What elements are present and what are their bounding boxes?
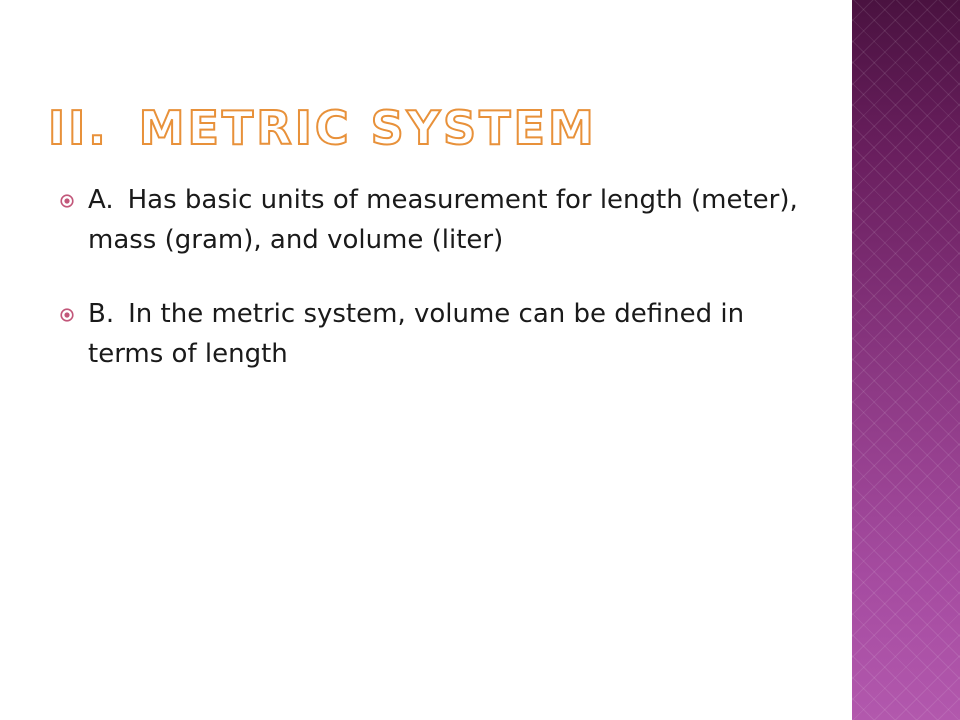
title-number: II. [48,101,109,155]
circled-dot-icon [60,308,74,322]
bullet-label-a: A. [88,185,114,215]
slide-title [48,100,597,156]
bullet-list [60,180,800,408]
circled-dot-icon [60,194,74,208]
bullet-body-b: In the metric system, volume can be defined in terms of length [88,299,745,369]
title-text: METRIC SYSTEM [138,101,597,155]
bullet-item-a [60,180,800,260]
bullet-body-a: Has basic units of measurement for length (meter), mass (gram), and volume (liter) [88,185,798,255]
decorative-side-panel [852,0,960,720]
bullet-item-b [60,294,800,374]
bullet-label-b: B. [88,299,115,329]
bullet-text-b [88,299,744,369]
bullet-text-a [88,185,798,255]
